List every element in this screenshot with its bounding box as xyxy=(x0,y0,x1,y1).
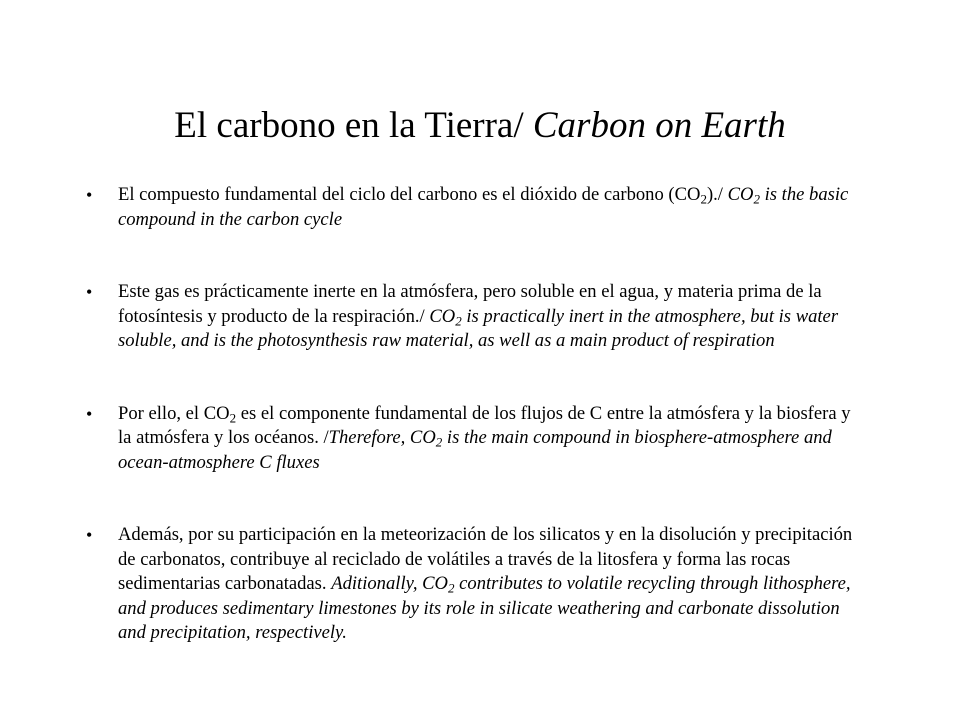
subscript-2: 2 xyxy=(229,409,237,425)
bullet-2-english: is practically inert in the atmosphere, but is water soluble, and is the photosynthesis raw material, as well as a main product of respiration xyxy=(118,305,839,351)
bullet-dot: • xyxy=(86,525,93,545)
subscript-2: 2 xyxy=(455,312,462,328)
bullet-dot: • xyxy=(86,282,93,302)
slide-title xyxy=(0,104,960,148)
bullet-item-4 xyxy=(86,523,858,646)
bullet-3-text-es: es el componente fundamental de los flujos de C entre la atmósfera y la biosfera y la atmósfera y los océanos. / xyxy=(118,402,851,448)
co2-formula: CO xyxy=(409,427,436,448)
subscript-2: 2 xyxy=(753,191,760,207)
bullet-3-english-start: Therefore, xyxy=(328,427,410,448)
subscript-2: 2 xyxy=(447,580,455,596)
subscript-2: 2 xyxy=(700,191,707,207)
bullet-dot: • xyxy=(86,185,93,205)
bullet-3-english: is the main compound in biosphere-atmosphere and ocean-atmosphere C fluxes xyxy=(118,427,832,473)
bullet-3-text-es-start: Por ello, el xyxy=(118,402,204,424)
bullet-dot: • xyxy=(86,403,93,424)
co2-formula: CO xyxy=(674,184,701,205)
subscript-2: 2 xyxy=(435,434,443,450)
bullet-4-english-start: Aditionally, xyxy=(331,573,423,594)
co2-formula: CO xyxy=(203,402,230,424)
title-spanish: El carbono en la Tierra/ xyxy=(174,105,524,146)
bullet-1-separator: )./ xyxy=(706,184,728,205)
bullet-2-text-es: Este gas es prácticamente inerte en la atmósfera, pero soluble en el agua, y materia prima de la fotosíntesis y producto de la respiración./ xyxy=(118,281,822,327)
bullet-item-2 xyxy=(86,280,858,354)
bullet-1-english: is the basic compound in the carbon cycle xyxy=(118,184,849,230)
co2-formula: CO xyxy=(727,184,754,205)
bullet-4-english: contributes to volatile recycling through lithosphere, and produces sedimentary limestones by its role in silicate weathering and carbonate dissolution and precipitation, respectively. xyxy=(118,573,851,643)
co2-formula: CO xyxy=(422,573,448,594)
bullet-4-text-es: Además, por su participación en la meteorización de los silicatos y en la disolución y precipitación de carbonatos, contribuye al reciclado de volátiles a través de la litosfera y forma las rocas sedimentarias carbonatadas. xyxy=(118,524,853,594)
bullet-item-1 xyxy=(86,183,858,232)
bullet-item-3 xyxy=(86,402,858,476)
bullet-1-text-es: El compuesto fundamental del ciclo del carbono es el dióxido de carbono ( xyxy=(118,184,675,205)
title-english: Carbon on Earth xyxy=(532,105,786,146)
bullet-list xyxy=(86,183,858,694)
co2-formula: CO xyxy=(429,305,456,327)
